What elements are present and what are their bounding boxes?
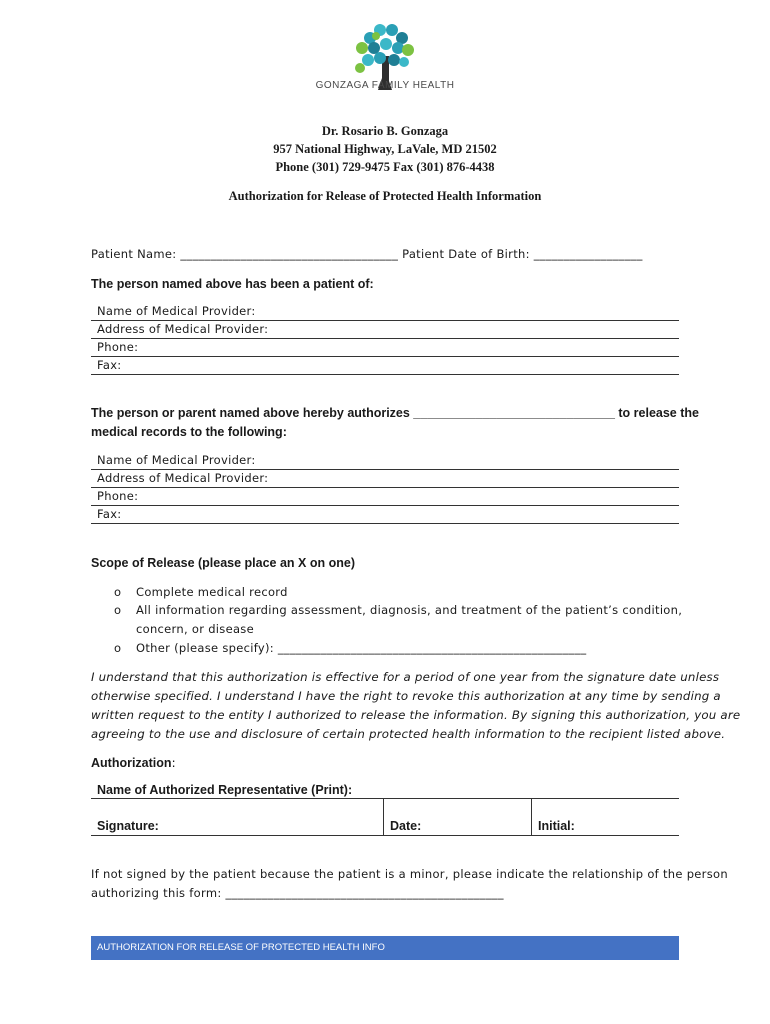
scope-option-assessment-cont: concern, or disease	[136, 622, 254, 636]
patient-info-field[interactable]: Patient Name: ____________________________________ Patient Date of Birth: __________________	[91, 247, 643, 261]
bullet-icon[interactable]: o	[114, 585, 122, 599]
initial-field[interactable]: Initial:	[538, 819, 575, 833]
table-divider	[531, 798, 532, 836]
provider-fax-field[interactable]: Fax:	[91, 357, 679, 375]
signature-field[interactable]: Signature:	[97, 819, 159, 833]
signature-table[interactable]	[91, 798, 679, 836]
doctor-name: Dr. Rosario B. Gonzaga	[321, 124, 449, 138]
bullet-icon[interactable]: o	[114, 603, 122, 617]
practice-phone-fax: Phone (301) 729-9475 Fax (301) 876-4438	[275, 160, 495, 174]
bullet-icon[interactable]: o	[114, 641, 122, 655]
recipient-phone-field[interactable]: Phone:	[91, 488, 679, 506]
practice-address: 957 National Highway, LaVale, MD 21502	[273, 142, 497, 156]
scope-heading: Scope of Release (please place an X on one)	[91, 556, 355, 570]
scope-option-complete[interactable]: Complete medical record	[136, 585, 288, 599]
statement-line: otherwise specified. I understand I have the right to revoke this authorization at any time by sending a	[91, 689, 721, 703]
recipient-address-field[interactable]: Address of Medical Provider:	[91, 470, 679, 488]
statement-line: agreeing to the use and disclosure of certain protected health information to the recipient listed above.	[91, 727, 726, 741]
authorizes-heading-line2: medical records to the following:	[91, 425, 287, 439]
footer-text: AUTHORIZATION FOR RELEASE OF PROTECTED HEALTH INFO	[97, 942, 385, 953]
scope-option-other[interactable]: Other (please specify): ___________________________________________________	[136, 641, 587, 655]
form-title: Authorization for Release of Protected Health Information	[228, 189, 542, 203]
scope-option-assessment[interactable]: All information regarding assessment, diagnosis, and treatment of the patient’s condition,	[136, 603, 683, 617]
date-field[interactable]: Date:	[390, 819, 422, 833]
recipient-fax-field[interactable]: Fax:	[91, 506, 679, 524]
footer-bar	[91, 936, 679, 960]
authorization-heading-label: Authorization	[91, 756, 172, 770]
authorization-heading	[91, 755, 176, 770]
minor-relationship-text: If not signed by the patient because the patient is a minor, please indicate the relationship of the person	[91, 867, 728, 881]
statement-line: I understand that this authorization is effective for a period of one year from the signature date unless	[91, 670, 720, 684]
table-bottom-border	[91, 835, 679, 836]
statement-line: written request to the entity I authorized to release the information. By signing this authorization, you are	[91, 708, 741, 722]
provider-name-field[interactable]: Name of Medical Provider:	[91, 303, 679, 321]
section-patient-of-heading: The person named above has been a patient of:	[91, 277, 374, 291]
authorization-colon: :	[171, 755, 176, 770]
recipient-name-field[interactable]: Name of Medical Provider:	[91, 452, 679, 470]
provider-address-field[interactable]: Address of Medical Provider:	[91, 321, 679, 339]
brand-name: GONZAGA FAMILY HEALTH	[315, 80, 455, 91]
minor-relationship-field[interactable]: authorizing this form: ______________________________________________	[91, 886, 504, 900]
table-top-border	[91, 798, 679, 799]
rep-name-label: Name of Authorized Representative (Print):	[97, 783, 353, 797]
authorizes-heading-line1: The person or parent named above hereby authorizes _____________________________ to release the	[91, 406, 699, 420]
table-divider	[383, 798, 384, 836]
provider-phone-field[interactable]: Phone:	[91, 339, 679, 357]
